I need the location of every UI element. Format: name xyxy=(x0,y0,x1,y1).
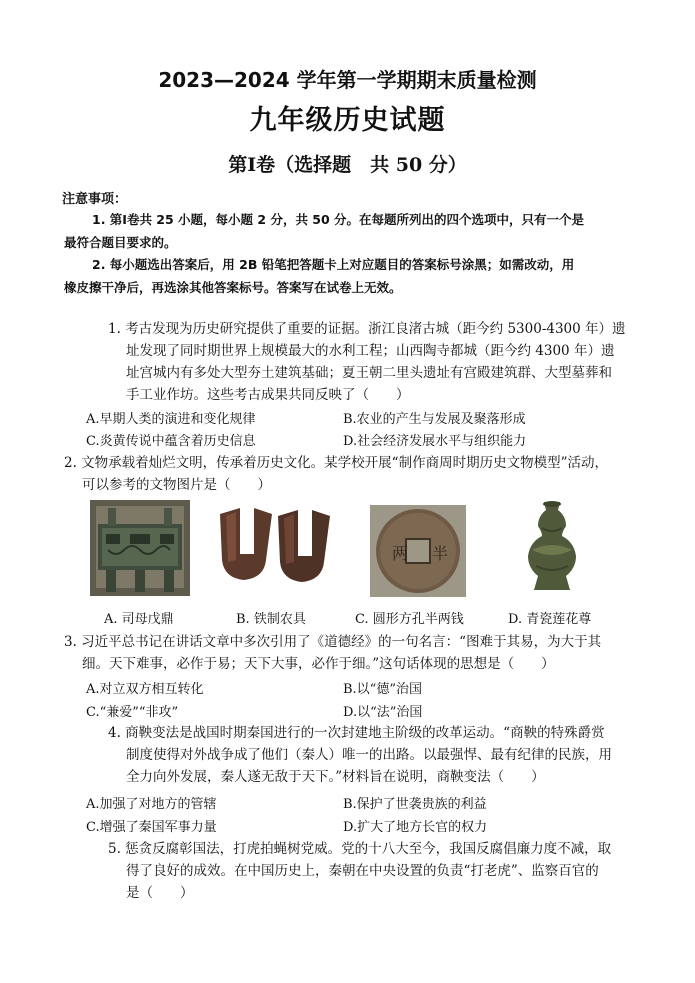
notice-item2-line2: 橡皮擦干净后，再选涂其他答案标号。答案写在试卷上无效。 xyxy=(64,280,402,295)
q3-option-d: D.以“法”治国 xyxy=(343,705,423,720)
section-title: 第Ⅰ卷（选择题 共 50 分） xyxy=(228,154,467,176)
q5-line3: 是（ ） xyxy=(126,885,194,901)
iron-tools-image xyxy=(216,500,334,584)
ding-image xyxy=(90,500,190,596)
q1-line4: 手工业作坊。这些考古成果共同反映了（ ） xyxy=(126,387,410,403)
q5-line1: 5. 惩贪反腐彰国法，打虎拍蝇树党威。党的十八大至今，我国反腐倡廉力度不减，取 xyxy=(108,841,612,857)
q4-option-c: C.增强了秦国军事力量 xyxy=(86,820,217,835)
subject-title: 九年级历史试题 xyxy=(249,105,446,136)
q3-option-b: B.以“德”治国 xyxy=(343,682,422,697)
q4-line1: 4. 商鞅变法是战国时期秦国进行的一次封建地主阶级的改革运动。“商鞅的特殊爵赏 xyxy=(108,725,605,741)
q5-line2: 得了良好的成效。在中国历史上，秦朝在中央设置的负责“打老虎”、监察百官的 xyxy=(126,863,599,879)
notice-item1-line1: 1. 第Ⅰ卷共 25 小题，每小题 2 分，共 50 分。在每题所列出的四个选项中，只有一个是 xyxy=(92,212,585,227)
q2-option-a: A. 司母戊鼎 xyxy=(104,612,174,627)
q1-line2: 址发现了同时期世界上规模最大的水利工程；山西陶寺都城（距今约 4300 年）遗 xyxy=(126,343,615,359)
q4-line2: 制度使得对外战争成了他们（秦人）唯一的出路。以最强悍、最有纪律的民族，用 xyxy=(126,747,612,763)
q4-option-b: B.保护了世袭贵族的利益 xyxy=(343,797,487,812)
notice-heading: 注意事项： xyxy=(62,192,128,207)
q1-option-b: B.农业的产生与发展及聚落形成 xyxy=(343,412,526,427)
q4-line3: 全力向外发展，秦人遂无敌于天下。”材料旨在说明，商鞅变法（ ） xyxy=(126,769,545,785)
q1-option-c: C.炎黄传说中蕴含着历史信息 xyxy=(86,434,256,449)
notice-item2-line1: 2. 每小题选出答案后，用 2B 铅笔把答题卡上对应题目的答案标号涂黑；如需改动，用 xyxy=(92,257,575,272)
notice-item1-line2: 最符合题目要求的。 xyxy=(64,235,177,250)
q1-line1: 1. 考古发现为历史研究提供了重要的证据。浙江良渚古城（距今约 5300-4300 年）遗 xyxy=(108,321,626,337)
q3-option-a: A.对立双方相互转化 xyxy=(86,682,204,697)
q2-option-b: B. 铁制农具 xyxy=(236,612,306,627)
q1-line3: 址宫城内有多处大型夯土建筑基础；夏王朝二里头遗址有宫殿建筑群、大型墓葬和 xyxy=(126,365,612,381)
q2-option-c: C. 圆形方孔半两钱 xyxy=(355,612,464,627)
q3-option-c: C.“兼爱”“非攻” xyxy=(86,705,179,720)
q4-option-a: A.加强了对地方的管辖 xyxy=(86,797,217,812)
q1-option-d: D.社会经济发展水平与组织能力 xyxy=(343,434,527,449)
q2-line1: 2. 文物承载着灿烂文明，传承着历史文化。某学校开展“制作商周时期历史文物模型”活动， xyxy=(64,455,608,471)
exam-title: 2023—2024 学年第一学期期末质量检测 xyxy=(158,68,537,92)
q2-option-d: D. 青瓷莲花尊 xyxy=(508,612,592,627)
coin-char-right: 半 xyxy=(432,544,449,563)
q4-option-d: D.扩大了地方长官的权力 xyxy=(343,820,488,835)
q3-line1: 3. 习近平总书记在讲话文章中多次引用了《道德经》的一句名言：“图难于其易，为大于其 xyxy=(64,634,602,650)
coin-char-left: 两 xyxy=(392,544,409,563)
celadon-vessel-image xyxy=(520,498,584,596)
q3-line2: 细。天下难事，必作于易；天下大事，必作于细。”这句话体现的思想是（ ） xyxy=(82,656,555,672)
banliang-coin-image xyxy=(370,505,466,597)
q2-line2: 可以参考的文物图片是（ ） xyxy=(82,477,271,493)
q1-option-a: A.早期人类的演进和变化规律 xyxy=(86,412,256,427)
